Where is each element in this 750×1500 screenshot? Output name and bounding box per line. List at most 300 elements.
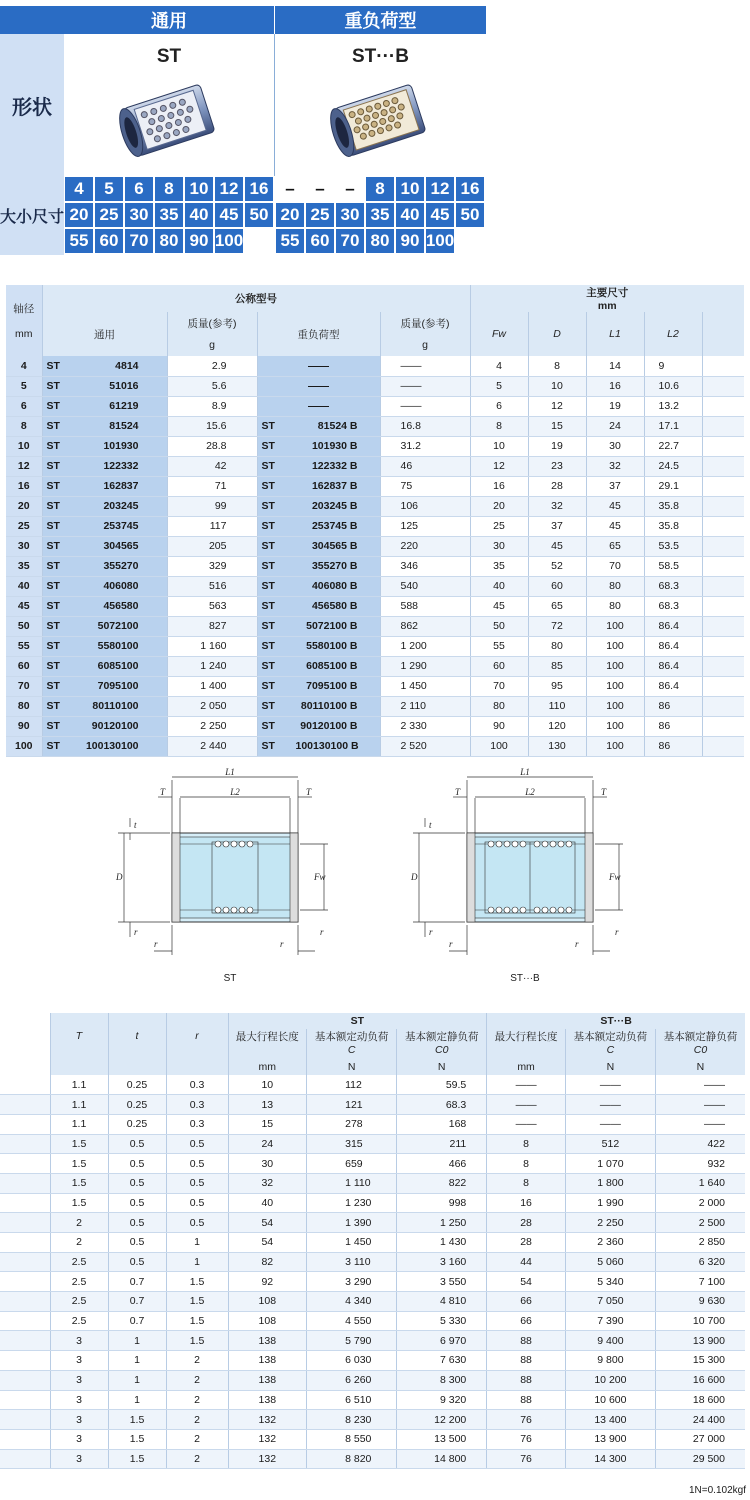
t-cell: 0.5	[108, 1173, 166, 1193]
blank-cell	[0, 1233, 50, 1253]
table-row	[0, 1429, 745, 1449]
stroke-cell: 132	[228, 1429, 307, 1449]
d-cell: 19	[528, 436, 586, 456]
d-cell: 28	[528, 476, 586, 496]
general-size-cell: 5	[94, 176, 124, 202]
svg-text:T: T	[306, 787, 312, 797]
r-cell: 0.5	[166, 1154, 228, 1174]
t-cell: 0.25	[108, 1095, 166, 1115]
table-row	[6, 476, 744, 496]
main-dims-header: 主要尺寸 mm	[470, 285, 744, 312]
dyn-cell: 8 820	[307, 1449, 397, 1469]
heavy-size-cell: 25	[305, 202, 335, 228]
heavy-model-cell	[257, 416, 380, 436]
sta2-header: 基本额定静负荷 C0	[655, 1029, 745, 1059]
stroke-cell: 92	[228, 1272, 307, 1292]
table-row	[0, 1370, 745, 1390]
heavy-size-cell: 40	[395, 202, 425, 228]
general-model-cell	[42, 596, 167, 616]
heavy-size-cell: –	[275, 176, 305, 202]
t-cell: 0.7	[108, 1292, 166, 1312]
general-model-cell	[42, 436, 167, 456]
stroke2-cell: 76	[487, 1429, 566, 1449]
l2-header: L2	[644, 312, 702, 356]
sta-cell: 13 500	[397, 1429, 487, 1449]
svg-text:L1: L1	[520, 767, 530, 777]
fw-cell: 100	[470, 736, 528, 756]
t-cell: 0.5	[108, 1213, 166, 1233]
general-weight: 827	[167, 616, 257, 636]
fw-cell: 60	[470, 656, 528, 676]
unit-mm2: mm	[487, 1059, 566, 1075]
heavy-model: 203245 B	[311, 500, 358, 512]
sta-cell: 466	[397, 1154, 487, 1174]
dyn2-cell: ——	[565, 1095, 655, 1115]
table-row	[6, 576, 744, 596]
general-weight: 1 240	[167, 656, 257, 676]
heavy-prefix: ST	[261, 560, 275, 572]
stroke2-cell: 16	[487, 1193, 566, 1213]
general-size-cell: 35	[154, 202, 184, 228]
sta-cell: 822	[397, 1173, 487, 1193]
dyn2-cell: 1 070	[565, 1154, 655, 1174]
heavy-prefix: ST	[261, 540, 275, 552]
general-weight: 1 400	[167, 676, 257, 696]
heavy-model: 355270 B	[311, 560, 358, 572]
general-prefix: ST	[46, 460, 60, 472]
general-model-cell	[42, 576, 167, 596]
general-model: 355270	[103, 560, 139, 572]
heavy-size-cell: 50	[455, 202, 485, 228]
general-model: 61219	[109, 400, 139, 412]
table-row	[6, 356, 744, 376]
heavy-weight: 862	[380, 616, 470, 636]
t-cell: 0.5	[108, 1193, 166, 1213]
axis-cell: 35	[6, 556, 42, 576]
heavy-size-cell: 10	[395, 176, 425, 202]
stroke2-cell: ——	[487, 1075, 566, 1095]
general-weight: 99	[167, 496, 257, 516]
fw-cell: 35	[470, 556, 528, 576]
svg-text:t: t	[429, 820, 432, 830]
spacer-cell	[702, 636, 744, 656]
axis-header: 轴径 mm	[6, 285, 42, 356]
axis-cell: 70	[6, 676, 42, 696]
heavy-model-cell	[257, 456, 380, 476]
l2-cell: 86	[644, 696, 702, 716]
spacer-cell	[702, 656, 744, 676]
heavy-prefix: ST	[261, 700, 275, 712]
table-row	[0, 1351, 745, 1371]
heavy-size-cell: 80	[365, 228, 395, 254]
stroke2-cell: 28	[487, 1233, 566, 1253]
general-weight: 2.9	[167, 356, 257, 376]
heavy-weight: 540	[380, 576, 470, 596]
weight-col-header: 质量(参考)	[167, 312, 257, 334]
T-cell: 1.5	[50, 1134, 108, 1154]
r-cell: 1.5	[166, 1331, 228, 1351]
general-model-cell	[42, 676, 167, 696]
svg-text:r: r	[280, 939, 284, 949]
general-model: 5580100	[97, 640, 139, 652]
fw-cell: 5	[470, 376, 528, 396]
sta-cell: 7 630	[397, 1351, 487, 1371]
heavy-col-header: 重负荷型	[257, 312, 380, 356]
l2-cell: 29.1	[644, 476, 702, 496]
general-weight: 5.6	[167, 376, 257, 396]
general-weight: 2 050	[167, 696, 257, 716]
axis-cell: 16	[6, 476, 42, 496]
general-size-cell: 60	[94, 228, 124, 254]
table-row	[0, 1213, 745, 1233]
heavy-size-cell: 45	[425, 202, 455, 228]
corner-header	[0, 6, 64, 34]
axis-cell: 4	[6, 356, 42, 376]
axis-cell: 50	[6, 616, 42, 636]
heavy-model: 162837 B	[311, 480, 358, 492]
l2-cell: 86	[644, 736, 702, 756]
dyn2-cell: 2 250	[565, 1213, 655, 1233]
unit-n2: N	[397, 1059, 487, 1075]
dyn-cell: 6 260	[307, 1370, 397, 1390]
dyn2-cell: 10 200	[565, 1370, 655, 1390]
table-row	[0, 1154, 745, 1174]
dyn-header: 基本额定动负荷 C	[307, 1029, 397, 1059]
r-cell: 0.3	[166, 1075, 228, 1095]
general-bushing-picture	[64, 34, 275, 176]
stroke-cell: 24	[228, 1134, 307, 1154]
heavy-model: 406080 B	[311, 580, 358, 592]
r-cell: 2	[166, 1370, 228, 1390]
table-row	[6, 416, 744, 436]
stroke2-cell: ——	[487, 1095, 566, 1115]
stroke2-cell: 8	[487, 1154, 566, 1174]
general-header: 通用	[64, 6, 275, 34]
T-cell: 3	[50, 1410, 108, 1430]
heavy-size-cell: 90	[395, 228, 425, 254]
general-size-cell: 6	[124, 176, 154, 202]
sta2-cell: 18 600	[655, 1390, 745, 1410]
stroke2-cell: 28	[487, 1213, 566, 1233]
heavy-model-cell	[257, 616, 380, 636]
fw-cell: 25	[470, 516, 528, 536]
T-cell: 1.5	[50, 1193, 108, 1213]
l1-cell: 16	[586, 376, 644, 396]
stroke2-cell: 88	[487, 1390, 566, 1410]
heavy-prefix: ST	[261, 460, 275, 472]
d-cell: 130	[528, 736, 586, 756]
general-prefix: ST	[46, 560, 60, 572]
general-model-cell	[42, 636, 167, 656]
l2-cell: 35.8	[644, 516, 702, 536]
sta2-cell: 9 630	[655, 1292, 745, 1312]
general-size-cell: 16	[244, 176, 274, 202]
heavy-size-cell: 20	[275, 202, 305, 228]
fw-cell: 40	[470, 576, 528, 596]
general-prefix: ST	[46, 580, 60, 592]
heavy-model-cell	[257, 596, 380, 616]
sta2-cell: 2 000	[655, 1193, 745, 1213]
dyn2-cell: 13 900	[565, 1429, 655, 1449]
general-prefix: ST	[46, 740, 60, 752]
fw-cell: 16	[470, 476, 528, 496]
r-cell: 2	[166, 1390, 228, 1410]
axis-cell: 20	[6, 496, 42, 516]
svg-text:T: T	[455, 787, 461, 797]
table-row	[6, 676, 744, 696]
table-row	[0, 1095, 745, 1115]
svg-text:L2: L2	[525, 787, 535, 797]
blank-cell	[0, 1331, 50, 1351]
heavy-size-cell: 30	[335, 202, 365, 228]
general-model-cell	[42, 516, 167, 536]
general-size-cell: 8	[154, 176, 184, 202]
general-size-cell: 45	[214, 202, 244, 228]
spacer-cell	[702, 696, 744, 716]
general-model: 253745	[103, 520, 139, 532]
dyn-cell: 278	[307, 1114, 397, 1134]
general-model: 304565	[103, 540, 139, 552]
stb-section-diagram	[405, 765, 645, 995]
svg-text:r: r	[615, 927, 619, 937]
blank-cell	[0, 1449, 50, 1469]
general-model: 90120100	[91, 720, 139, 732]
dyn2-header: 基本额定动负荷 C	[565, 1029, 655, 1059]
fw-cell: 12	[470, 456, 528, 476]
heavy-model-cell	[257, 736, 380, 756]
general-model-cell	[42, 656, 167, 676]
general-weight: 15.6	[167, 416, 257, 436]
dyn-cell: 8 550	[307, 1429, 397, 1449]
T-header: T	[50, 1013, 108, 1059]
general-size-cell: 40	[184, 202, 214, 228]
general-model-cell	[42, 716, 167, 736]
blank-cell	[0, 1134, 50, 1154]
sta-cell: 1 430	[397, 1233, 487, 1253]
T-cell: 1.5	[50, 1154, 108, 1174]
general-model-cell	[42, 536, 167, 556]
r-cell: 0.3	[166, 1114, 228, 1134]
T-cell: 1.1	[50, 1075, 108, 1095]
general-weight: 2 250	[167, 716, 257, 736]
heavy-weight: 2 520	[380, 736, 470, 756]
heavy-model: 80110100 B	[300, 700, 358, 712]
heavy-model: 122332 B	[311, 460, 358, 472]
l1-cell: 65	[586, 536, 644, 556]
d-cell: 15	[528, 416, 586, 436]
r-unit-blank	[166, 1059, 228, 1075]
general-size-cell: 55	[64, 228, 94, 254]
r-cell: 2	[166, 1449, 228, 1469]
l2-cell: 86	[644, 716, 702, 736]
svg-text:t: t	[134, 820, 137, 830]
heavy-weight: ——	[380, 396, 470, 416]
general-model-cell	[42, 476, 167, 496]
T-cell: 2.5	[50, 1311, 108, 1331]
heavy-weight: ——	[380, 376, 470, 396]
general-weight: 8.9	[167, 396, 257, 416]
heavy-size-cell: 16	[455, 176, 485, 202]
heavy-model: 5072100 B	[306, 620, 358, 632]
spacer-cell	[702, 716, 744, 736]
general-prefix: ST	[46, 359, 60, 372]
table-row	[0, 1193, 745, 1213]
T-cell: 2.5	[50, 1292, 108, 1312]
heavy-weight: 2 110	[380, 696, 470, 716]
heavy-size-cell: 12	[425, 176, 455, 202]
r-cell: 0.3	[166, 1095, 228, 1115]
heavy-model: ——	[308, 380, 329, 392]
table-row	[6, 536, 744, 556]
heavy-model-cell	[257, 536, 380, 556]
dyn-cell: 6 030	[307, 1351, 397, 1371]
heavy-size-cell: 70	[335, 228, 365, 254]
svg-text:D: D	[411, 872, 418, 882]
general-model: 162837	[103, 480, 139, 492]
heavy-model: 253745 B	[311, 520, 358, 532]
d-cell: 120	[528, 716, 586, 736]
weight2-col-header: 质量(参考)	[380, 312, 470, 334]
blank-cell	[0, 1429, 50, 1449]
stroke2-cell: 88	[487, 1370, 566, 1390]
general-prefix: ST	[46, 660, 60, 672]
r-cell: 1	[166, 1233, 228, 1253]
spacer-cell	[702, 596, 744, 616]
t-cell: 1	[108, 1351, 166, 1371]
heavy-model: 304565 B	[311, 540, 358, 552]
T-unit-blank	[50, 1059, 108, 1075]
stroke-cell: 40	[228, 1193, 307, 1213]
stroke-cell: 32	[228, 1173, 307, 1193]
r-cell: 0.5	[166, 1213, 228, 1233]
stroke-cell: 30	[228, 1154, 307, 1174]
dyn2-cell: 13 400	[565, 1410, 655, 1430]
general-size-cell: 50	[244, 202, 274, 228]
table-row	[6, 696, 744, 716]
sta2-cell: 7 100	[655, 1272, 745, 1292]
l1-cell: 30	[586, 436, 644, 456]
stroke-cell: 13	[228, 1095, 307, 1115]
general-prefix: ST	[46, 520, 60, 532]
general-prefix: ST	[46, 500, 60, 512]
l2-cell: 68.3	[644, 576, 702, 596]
axis-cell: 80	[6, 696, 42, 716]
heavy-model-cell	[257, 376, 380, 396]
table-row	[6, 656, 744, 676]
dyn-cell: 1 450	[307, 1233, 397, 1253]
heavy-weight: 46	[380, 456, 470, 476]
T-cell: 3	[50, 1429, 108, 1449]
heavy-weight: 346	[380, 556, 470, 576]
T-cell: 3	[50, 1331, 108, 1351]
r-cell: 0.5	[166, 1134, 228, 1154]
sta-cell: 168	[397, 1114, 487, 1134]
general-weight: 205	[167, 536, 257, 556]
unit-mm: mm	[228, 1059, 307, 1075]
general-size-cell: 100	[214, 228, 244, 254]
l1-cell: 14	[586, 356, 644, 376]
table-row	[6, 636, 744, 656]
heavy-weight: 220	[380, 536, 470, 556]
heavy-size-cell: 60	[305, 228, 335, 254]
dyn-cell: 1 110	[307, 1173, 397, 1193]
sta2-cell: 1 640	[655, 1173, 745, 1193]
general-prefix: ST	[46, 640, 60, 652]
heavy-model: ——	[308, 359, 329, 372]
spacer-cell	[702, 516, 744, 536]
dyn-cell: 1 230	[307, 1193, 397, 1213]
heavy-prefix: ST	[261, 440, 275, 452]
dyn-cell: 121	[307, 1095, 397, 1115]
general-model-cell	[42, 416, 167, 436]
heavy-model-cell	[257, 696, 380, 716]
table-row	[0, 1134, 745, 1154]
sta-cell: 3 550	[397, 1272, 487, 1292]
svg-text:r: r	[429, 927, 433, 937]
load-rating-table	[0, 1013, 745, 1469]
blank-cell	[0, 1213, 50, 1233]
unit-footnote: 1N=0.102kgf	[689, 1485, 746, 1496]
general-size-cell: 20	[64, 202, 94, 228]
heavy-weight: 106	[380, 496, 470, 516]
fw-cell: 4	[470, 356, 528, 376]
heavy-model: 5580100 B	[306, 640, 358, 652]
table-row	[6, 396, 744, 416]
T-cell: 3	[50, 1351, 108, 1371]
stroke2-cell: 8	[487, 1173, 566, 1193]
general-weight: 28.8	[167, 436, 257, 456]
dyn2-cell: 1 990	[565, 1193, 655, 1213]
stroke-cell: 108	[228, 1292, 307, 1312]
stroke-cell: 138	[228, 1351, 307, 1371]
dyn2-cell: 2 360	[565, 1233, 655, 1253]
sta2-cell: 422	[655, 1134, 745, 1154]
sta2-cell: ——	[655, 1075, 745, 1095]
svg-text:T: T	[601, 787, 607, 797]
sta-cell: 4 810	[397, 1292, 487, 1312]
stroke2-header: 最大行程长度	[487, 1029, 566, 1059]
general-model-cell	[42, 356, 167, 376]
sta-cell: 998	[397, 1193, 487, 1213]
general-model-cell	[42, 556, 167, 576]
general-weight: 71	[167, 476, 257, 496]
d-cell: 45	[528, 536, 586, 556]
t-cell: 1	[108, 1331, 166, 1351]
T-cell: 1.1	[50, 1095, 108, 1115]
heavy-model-cell	[257, 396, 380, 416]
heavy-size-cell: 35	[365, 202, 395, 228]
r-cell: 2	[166, 1410, 228, 1430]
l2-cell: 86.4	[644, 656, 702, 676]
dyn2-cell: ——	[565, 1075, 655, 1095]
l2-cell: 10.6	[644, 376, 702, 396]
heavy-prefix: ST	[261, 580, 275, 592]
general-model-cell	[42, 456, 167, 476]
r-cell: 2	[166, 1351, 228, 1371]
t-cell: 1.5	[108, 1429, 166, 1449]
dyn2-cell: 5 340	[565, 1272, 655, 1292]
general-model: 456580	[103, 600, 139, 612]
dyn2-cell: 7 050	[565, 1292, 655, 1312]
l1-cell: 37	[586, 476, 644, 496]
blank-cell	[0, 1390, 50, 1410]
general-prefix: ST	[46, 720, 60, 732]
table-row	[6, 436, 744, 456]
heavy-bushing-icon	[323, 78, 433, 168]
sta2-cell: 29 500	[655, 1449, 745, 1469]
dyn2-cell: 1 800	[565, 1173, 655, 1193]
T-cell: 2	[50, 1233, 108, 1253]
